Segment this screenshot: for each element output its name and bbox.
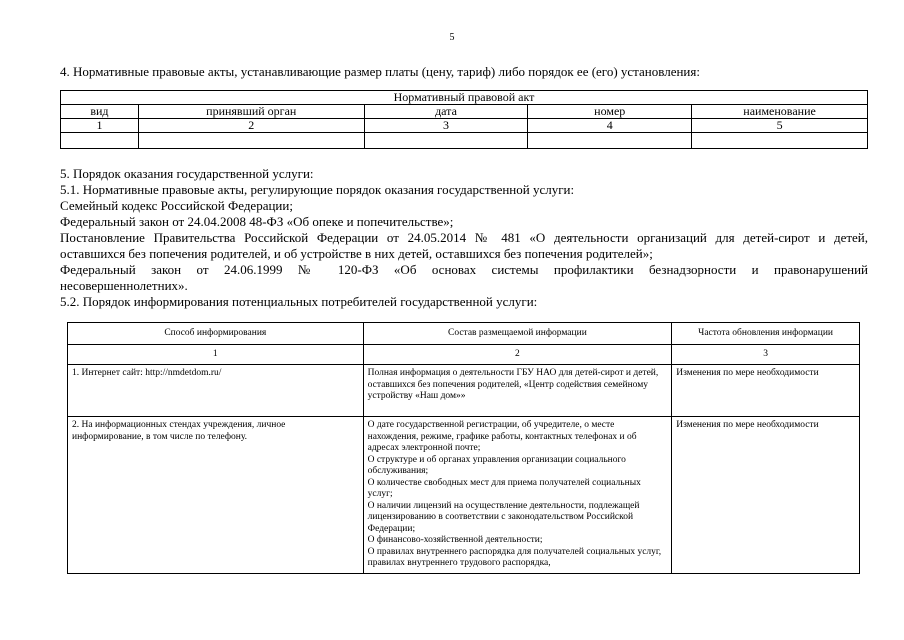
table-number-row [68, 345, 860, 365]
column-header: дата [364, 105, 528, 119]
column-header: принявший орган [138, 105, 364, 119]
column-header: Состав размещаемой информации [363, 323, 672, 345]
column-header: Частота обновления информации [672, 323, 860, 345]
column-header: вид [61, 105, 139, 119]
table-cell [138, 133, 364, 149]
method-cell: 1. Интернет сайт: http://nmdetdom.ru/ [68, 365, 364, 417]
table-cell [692, 133, 868, 149]
table-row [68, 417, 860, 574]
column-number: 4 [528, 119, 692, 133]
content-paragraph: О финансово-хозяйственной деятельности; [367, 535, 543, 545]
legal-acts-table [60, 90, 868, 149]
legal-act-item: Федеральный закон от 24.06.1999 № 120-ФЗ «Об основах системы профилактики безнадзорности и правонарушений [60, 262, 868, 277]
column-header: Способ информирования [68, 323, 364, 345]
informing-table [67, 322, 860, 574]
content-paragraph: О дате государственной регистрации, об учредителе, о месте нахождения, режиме, графике работы, контактных телефонах и об адресах электронной почте; [367, 420, 637, 453]
column-number: 1 [61, 119, 139, 133]
content-cell [363, 365, 672, 417]
table-number-row [61, 119, 868, 133]
column-number: 2 [363, 345, 672, 365]
column-number: 2 [138, 119, 364, 133]
legal-act-item: оставшихся без попечения родителей, и об устройстве в них детей, оставшихся без попечения родителей»; [60, 246, 653, 261]
legal-act-item: несовершеннолетних». [60, 278, 188, 293]
frequency-cell: Изменения по мере необходимости [672, 417, 860, 574]
table-header-row [61, 105, 868, 119]
content-paragraph: О количестве свободных мест для приема получателей социальных услуг; [367, 477, 641, 499]
table-row [68, 365, 860, 417]
table-cell [528, 133, 692, 149]
frequency-cell: Изменения по мере необходимости [672, 365, 860, 417]
legal-act-item: Федеральный закон от 24.04.2008 48-ФЗ «Об опеке и попечительстве»; [60, 214, 454, 229]
page-number: 5 [449, 32, 455, 43]
section-5-heading: 5. Порядок оказания государственной услуги: [60, 166, 314, 181]
section-4-heading: 4. Нормативные правовые акты, устанавливающие размер платы (цену, тариф) либо порядок ее (его) установления: [60, 64, 700, 79]
table-cell [61, 133, 139, 149]
content-paragraph: О правилах внутреннего распорядка для получателей социальных услуг, правилах внутреннего трудового распорядка, [367, 546, 662, 568]
column-number: 3 [672, 345, 860, 365]
column-header: наименование [692, 105, 868, 119]
column-number: 3 [364, 119, 528, 133]
column-header: номер [528, 105, 692, 119]
column-number: 1 [68, 345, 364, 365]
section-5-1-heading: 5.1. Нормативные правовые акты, регулирующие порядок оказания государственной услуги: [60, 182, 575, 197]
legal-act-item: Семейный кодекс Российской Федерации; [60, 198, 293, 213]
table-header-row [68, 323, 860, 345]
legal-act-item: Постановление Правительства Российской Федерации от 24.05.2014 № 481 «О деятельности организаций для детей-сирот и детей, [60, 230, 868, 245]
column-number: 5 [692, 119, 868, 133]
table-caption: Нормативный правовой акт [61, 91, 868, 105]
content-cell [363, 417, 672, 574]
method-cell: 2. На информационных стендах учреждения, личное информирование, в том числе по телефону. [68, 417, 364, 574]
content-paragraph: Полная информация о деятельности ГБУ НАО для детей-сирот и детей, оставшихся без попечения родителей, «Центр содействия семейному устройству «Наш дом»» [367, 368, 659, 401]
content-paragraph: О структуре и об органах управления организации социального обслуживания; [367, 454, 626, 476]
section-5-2-heading: 5.2. Порядок информирования потенциальных потребителей государственной услуги: [60, 294, 538, 309]
table-row [61, 133, 868, 149]
table-cell [364, 133, 528, 149]
content-paragraph: О наличии лицензий на осуществление деятельности, подлежащей лицензированию в соответствии с законодательством Российской Федерации; [367, 500, 640, 534]
